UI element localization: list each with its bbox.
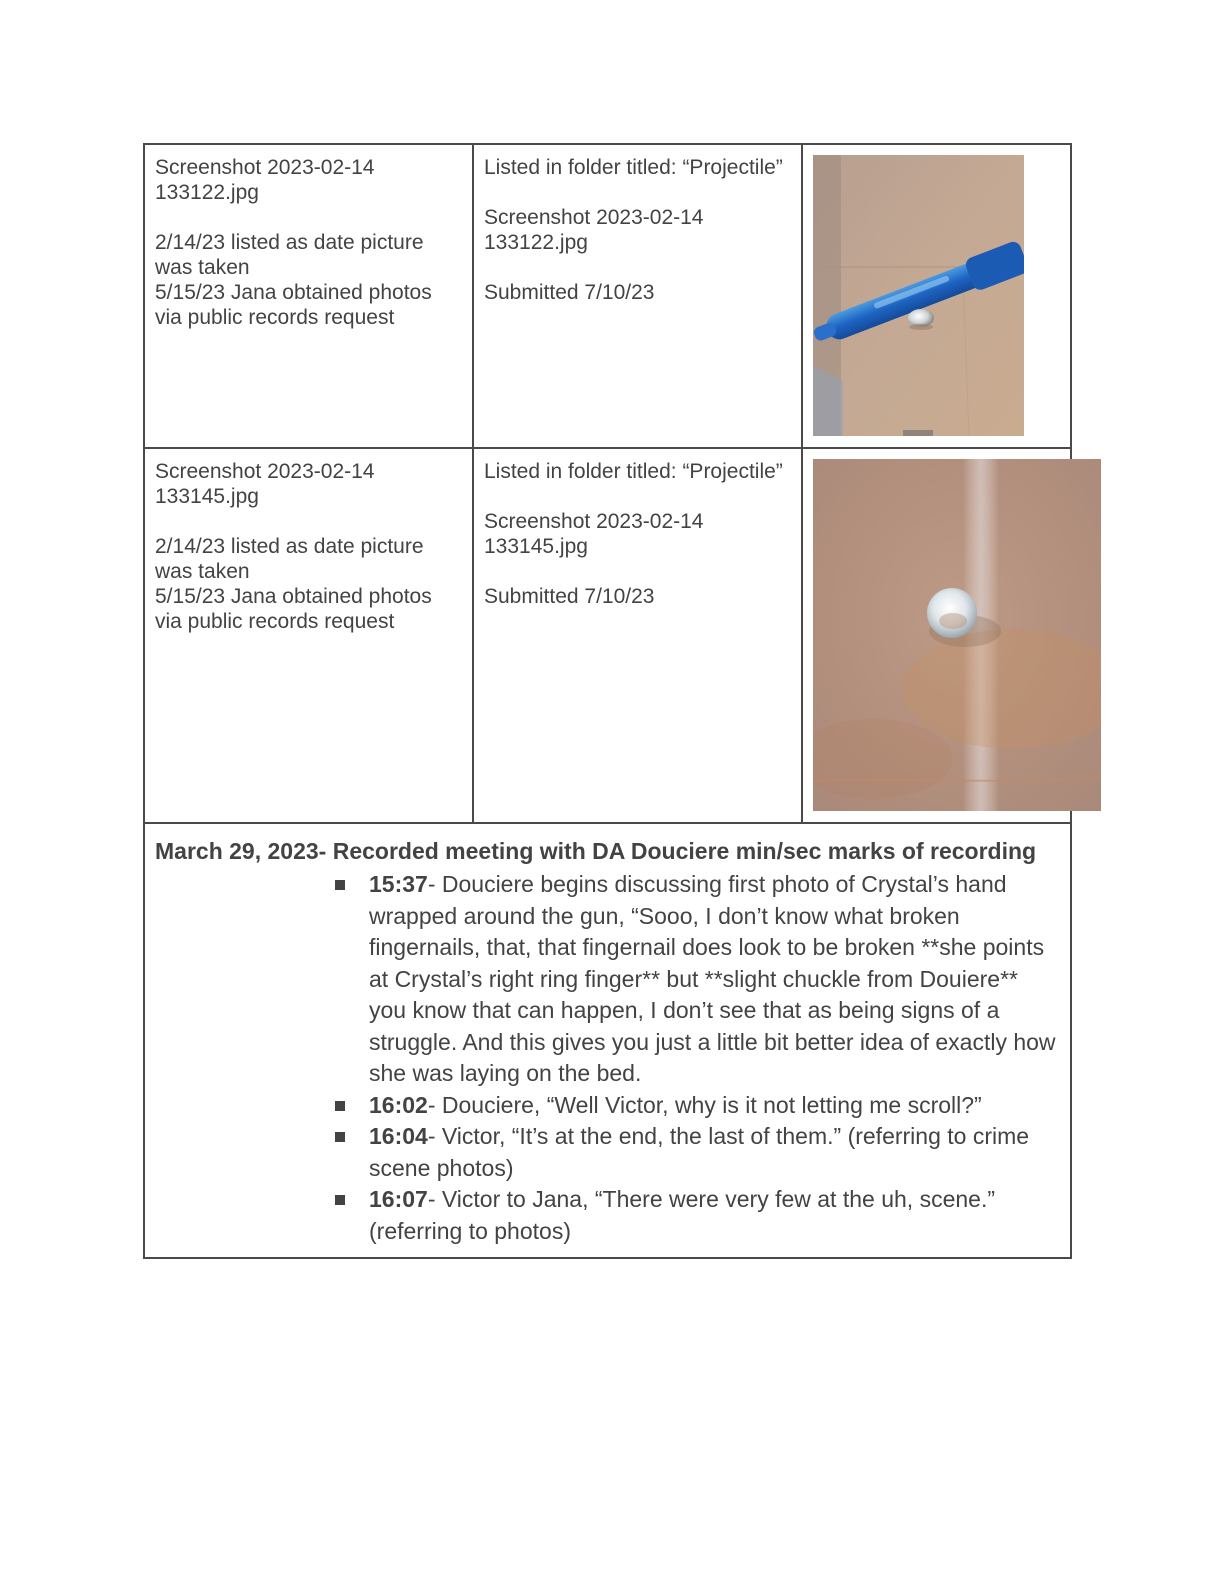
square-bullet-icon: [335, 1195, 345, 1205]
submitted-date: Submitted 7/10/23: [484, 585, 655, 608]
photo-cell: [802, 448, 1071, 823]
timestamp: 15:37: [369, 871, 428, 897]
note-text: - Douciere, “Well Victor, why is it not letting me scroll?”: [427, 1091, 982, 1118]
file-name: Screenshot 2023-02-14 133122.jpg: [155, 156, 375, 204]
file-info-cell: [144, 144, 473, 448]
list-item: [335, 1184, 1060, 1247]
date-taken: 2/14/23 listed as date picture was taken: [155, 535, 424, 583]
table-row: [144, 823, 1071, 1258]
folder-info-cell: [473, 448, 802, 823]
list-item: [335, 869, 1060, 1090]
file-reference: Screenshot 2023-02-14 133145.jpg: [484, 510, 704, 558]
square-bullet-icon: [335, 1132, 345, 1142]
meeting-notes-cell: [144, 823, 1071, 1258]
square-bullet-icon: [335, 1101, 345, 1111]
note-text: - Victor, “It’s at the end, the last of them.” (referring to crime scene photos): [369, 1123, 1030, 1181]
evidence-table: [143, 143, 1072, 1259]
timestamp: 16:07: [369, 1186, 428, 1212]
note-text: - Victor to Jana, “There were very few at the uh, scene.” (referring to photos): [369, 1186, 995, 1244]
timestamp: 16:04: [369, 1123, 428, 1149]
table-row: [144, 448, 1071, 823]
list-item: [335, 1090, 1060, 1122]
obtained-note: 5/15/23 Jana obtained photos via public records request: [155, 281, 432, 329]
square-bullet-icon: [335, 880, 345, 890]
table-row: [144, 144, 1071, 448]
submitted-date: Submitted 7/10/23: [484, 281, 655, 304]
projectile-closeup-photo: [813, 459, 1101, 811]
obtained-note: 5/15/23 Jana obtained photos via public records request: [155, 585, 432, 633]
file-name: Screenshot 2023-02-14 133145.jpg: [155, 460, 375, 508]
file-info-cell: [144, 448, 473, 823]
date-taken: 2/14/23 listed as date picture was taken: [155, 231, 424, 279]
folder-info-cell: [473, 144, 802, 448]
list-item: [335, 1121, 1060, 1184]
projectile-with-pen-photo: [813, 155, 1024, 436]
timestamp-list: [155, 869, 1060, 1247]
folder-label: Listed in folder titled: “Projectile”: [484, 156, 783, 179]
file-reference: Screenshot 2023-02-14 133122.jpg: [484, 206, 704, 254]
photo-cell: [802, 144, 1071, 448]
folder-label: Listed in folder titled: “Projectile”: [484, 460, 783, 483]
note-text: - Douciere begins discussing first photo of Crystal’s hand wrapped around the gun, “Sooo, I don’t know what broken fingernails, that, that fingernail does look to be broken **she points at Crystal’s right ring finger** but **slight chuckle from Douiere** you know that can happen, I don’t see that as being signs of a struggle. And this gives you just a little bit better idea of exactly how she was laying on the bed.: [369, 871, 1056, 1086]
timestamp: 16:02: [369, 1091, 428, 1118]
meeting-heading: March 29, 2023- Recorded meeting with DA Douciere min/sec marks of recording: [155, 838, 1037, 864]
